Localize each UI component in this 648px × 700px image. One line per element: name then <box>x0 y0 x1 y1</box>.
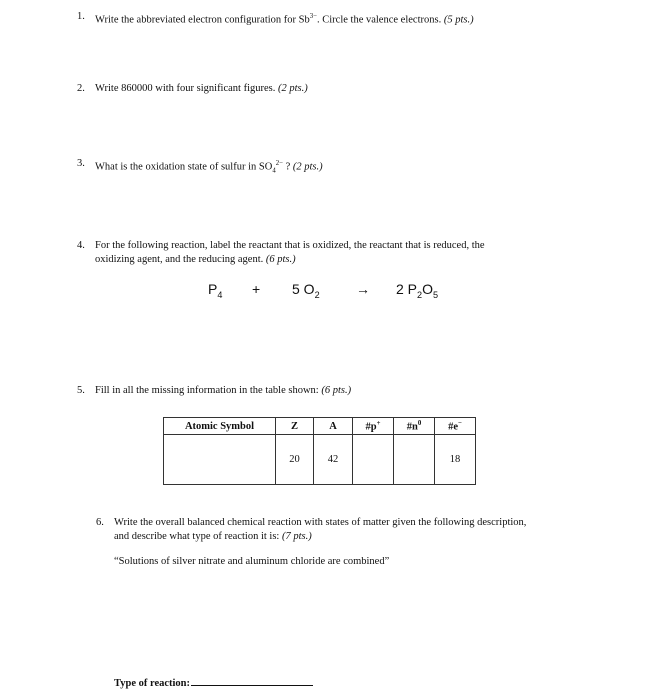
question-6 <box>96 516 614 544</box>
atomic-info-table <box>163 417 476 485</box>
charge-superscript: 3− <box>309 13 317 20</box>
reactant-p4: $P_4$ <box>208 281 223 300</box>
charge-superscript: 2− <box>275 160 283 167</box>
question-text: Fill in all the missing information in the table shown: <box>95 385 322 396</box>
cell-z: 20 <box>276 435 314 485</box>
question-text-line2: and describe what type of reaction it is: <box>114 531 282 542</box>
plus-sign: + <box>252 281 261 297</box>
question-text: Write 860000 with four significant figures. <box>95 83 278 94</box>
question-text-line2: oxidizing agent, and the reducing agent. <box>95 254 266 265</box>
cell-protons <box>353 435 394 485</box>
question-text-cont: . Circle the valence electrons. <box>317 14 444 26</box>
reaction-description: “Solutions of silver nitrate and aluminum chloride are combined” <box>114 556 390 567</box>
header-neutrons: $\#n^0$ <box>394 418 435 435</box>
points-label: (2 pts.) <box>292 161 323 173</box>
subscript: 4 <box>272 167 276 175</box>
question-text: Write the abbreviated electron configuration for Sb <box>95 14 310 26</box>
table-header-row <box>164 418 476 435</box>
header-a: A <box>314 418 353 435</box>
question-number: 1. <box>77 11 85 22</box>
question-2 <box>77 82 595 96</box>
question-3 <box>77 157 595 179</box>
table-row <box>164 435 476 485</box>
type-of-reaction <box>114 676 313 689</box>
cell-a: 42 <box>314 435 353 485</box>
type-of-reaction-label: Type of reaction: <box>114 678 191 689</box>
points-label: (6 pts.) <box>321 385 352 396</box>
question-text: What is the oxidation state of sulfur in SO <box>95 161 273 173</box>
points-label: (7 pts.) <box>281 531 312 542</box>
reaction-arrow-icon: → <box>356 281 370 297</box>
cell-electrons: 18 <box>435 435 476 485</box>
question-text-cont: ? <box>282 161 293 173</box>
answer-blank-line[interactable] <box>191 676 313 686</box>
question-text-line1: Write the overall balanced chemical reaction with states of matter given the following description, <box>114 517 527 528</box>
cell-atomic-symbol <box>164 435 276 485</box>
question-number: 4. <box>77 240 85 251</box>
header-protons: #p+ <box>353 418 394 435</box>
product-p2o5: 2 $P_2O_5$ <box>396 281 439 300</box>
question-number: 6. <box>96 517 104 528</box>
points-label: (5 pts.) <box>443 14 474 26</box>
points-label: (6 pts.) <box>265 254 296 265</box>
question-text-line1: For the following reaction, label the reactant that is oxidized, the reactant that is reduced, the <box>95 240 485 251</box>
question-5 <box>77 384 595 398</box>
cell-neutrons <box>394 435 435 485</box>
points-label: (2 pts.) <box>278 83 308 94</box>
header-electrons: #e− <box>435 418 476 435</box>
question-1 <box>77 10 595 28</box>
question-number: 3. <box>77 158 85 169</box>
question-4 <box>77 239 595 267</box>
header-z: Z <box>276 418 314 435</box>
reactant-o2: 5 $O_2$ <box>292 281 320 300</box>
question-number: 2. <box>77 83 85 94</box>
header-atomic-symbol: Atomic Symbol <box>164 418 276 435</box>
question-number: 5. <box>77 385 85 396</box>
